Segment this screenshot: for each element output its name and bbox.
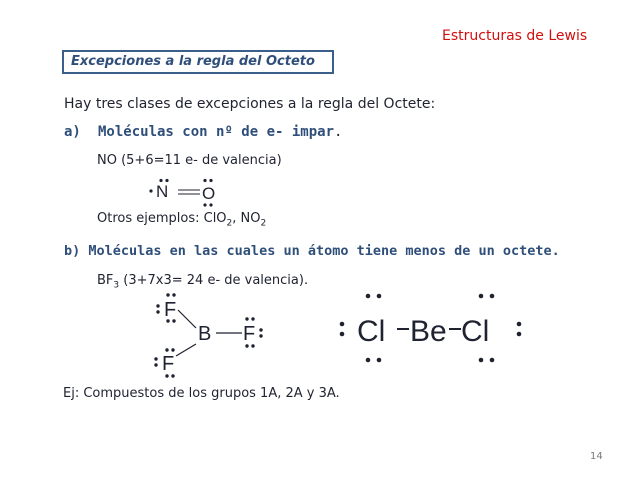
page-number: 14 xyxy=(590,451,603,462)
bf3-prefix: BF xyxy=(97,273,114,288)
example-line: Ej: Compuestos de los grupos 1A, 2A y 3A. xyxy=(63,386,340,401)
o-dot-bottom-2 xyxy=(209,203,212,206)
item-a-label: Moléculas con nº de e- impar xyxy=(98,124,335,140)
atom-n: N xyxy=(156,182,169,201)
no-valence-line: NO (5+6=11 e- de valencia) xyxy=(97,153,282,168)
atom-f-right: F xyxy=(243,323,256,345)
no2-subscript: 2 xyxy=(260,218,267,229)
intro-text: Hay tres clases de excepciones a la regla del Octete: xyxy=(64,96,436,112)
other-examples-middle: , NO xyxy=(232,211,261,226)
section-title: Excepciones a la regla del Octeto xyxy=(71,54,315,69)
atom-cl-right: Cl xyxy=(461,315,490,348)
o-dot-bottom-1 xyxy=(203,203,206,206)
o-dot-top-1 xyxy=(203,179,206,182)
bond-b-f-top xyxy=(178,310,196,328)
atom-o: O xyxy=(202,184,216,203)
item-a-heading xyxy=(98,124,342,140)
o-dot-top-2 xyxy=(209,179,212,182)
atom-cl-left: Cl xyxy=(357,315,386,348)
atom-f-bottom: F xyxy=(162,353,175,375)
other-examples-prefix: Otros ejemplos: ClO xyxy=(97,211,227,226)
clo2-subscript: 2 xyxy=(226,218,233,229)
item-b-heading: b) Moléculas en las cuales un átomo tiene menos de un octete. xyxy=(64,243,560,259)
bf3-lewis-structure xyxy=(148,288,273,383)
becl2-lewis-structure xyxy=(335,288,535,368)
atom-f-top: F xyxy=(164,299,177,321)
atom-be: Be xyxy=(410,315,447,348)
item-a-period: . xyxy=(334,124,343,140)
bf3-suffix: (3+7x3= 24 e- de valencia). xyxy=(119,273,309,288)
item-a-marker: a) xyxy=(64,124,81,140)
other-examples-line xyxy=(97,211,266,229)
bf3-subscript: 3 xyxy=(113,280,120,291)
section-title-box xyxy=(62,50,334,74)
atom-b: B xyxy=(198,323,212,345)
no-lewis-structure xyxy=(140,174,230,210)
n-lone-dot xyxy=(149,189,152,192)
slide-header-title: Estructuras de Lewis xyxy=(442,28,588,44)
bond-b-f-bottom xyxy=(176,344,196,356)
